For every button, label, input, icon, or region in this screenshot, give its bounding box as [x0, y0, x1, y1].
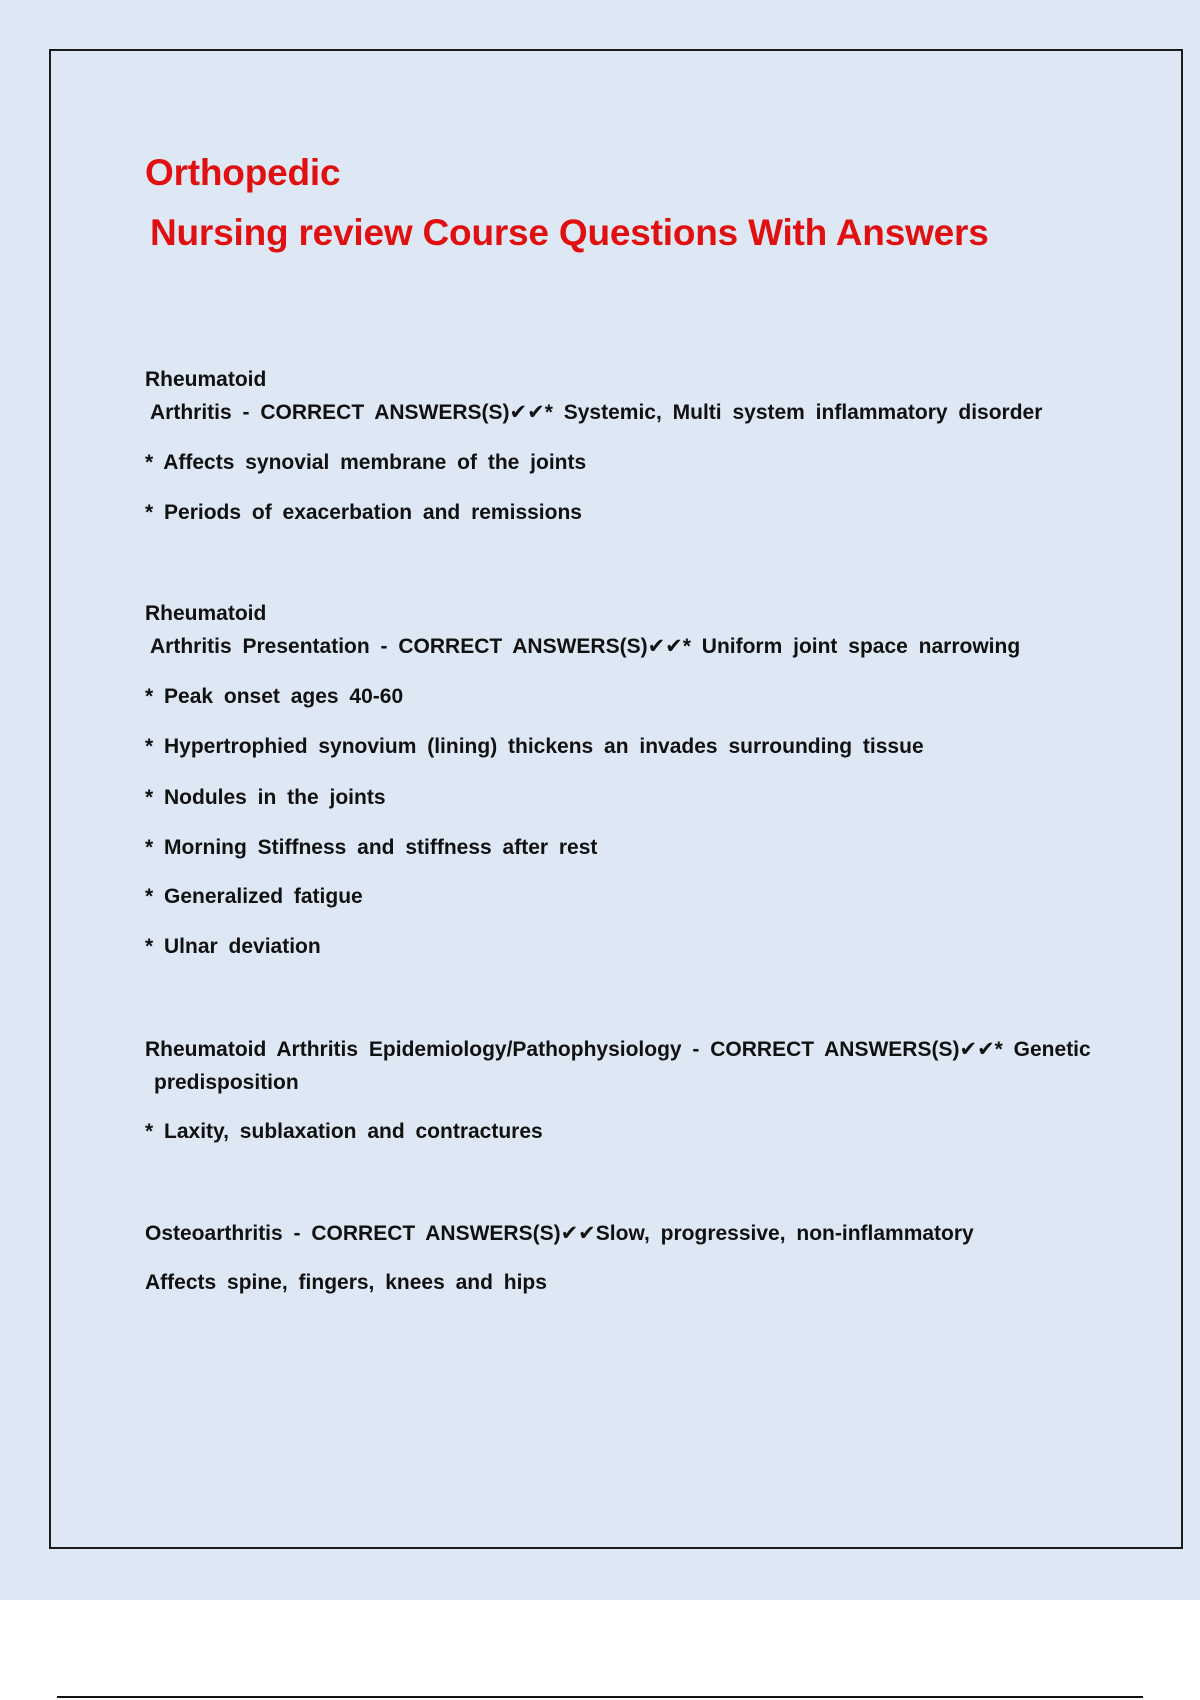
section-2-bullet: * Generalized fatigue [145, 885, 363, 908]
document-title-line-1: Orthopedic [145, 152, 341, 193]
section-1-heading-line-2: Arthritis - CORRECT ANSWERS(S)✔✔* Systemic, Multi system inflammatory disorder [150, 401, 1043, 424]
section-2-bullet: * Ulnar deviation [145, 935, 321, 958]
section-3-heading-line-1: Rheumatoid Arthritis Epidemiology/Pathophysiology - CORRECT ANSWERS(S)✔✔* Genetic [145, 1038, 1091, 1061]
section-1-bullet: * Affects synovial membrane of the joints [145, 451, 587, 474]
section-2-bullet: * Nodules in the joints [145, 786, 386, 809]
section-4-heading: Osteoarthritis - CORRECT ANSWERS(S)✔✔Slow, progressive, non-inflammatory [145, 1222, 974, 1245]
document-title-line-2: Nursing review Course Questions With Answers [150, 212, 989, 253]
section-3-bullet: * Laxity, sublaxation and contractures [145, 1120, 543, 1143]
section-4-line: Affects spine, fingers, knees and hips [145, 1271, 547, 1294]
section-2-heading-line-1: Rheumatoid [145, 602, 267, 625]
section-1-bullet: * Periods of exacerbation and remissions [145, 501, 582, 524]
section-2-bullet: * Morning Stiffness and stiffness after rest [145, 836, 598, 859]
section-3-heading-line-2: predisposition [154, 1071, 299, 1094]
section-1-heading-line-1: Rheumatoid [145, 368, 267, 391]
section-2-bullet: * Hypertrophied synovium (lining) thickens an invades surrounding tissue [145, 735, 924, 758]
section-2-heading-line-2: Arthritis Presentation - CORRECT ANSWERS(S)✔✔* Uniform joint space narrowing [150, 635, 1021, 658]
section-2-bullet: * Peak onset ages 40-60 [145, 685, 404, 708]
footer-rule [57, 1696, 1143, 1698]
